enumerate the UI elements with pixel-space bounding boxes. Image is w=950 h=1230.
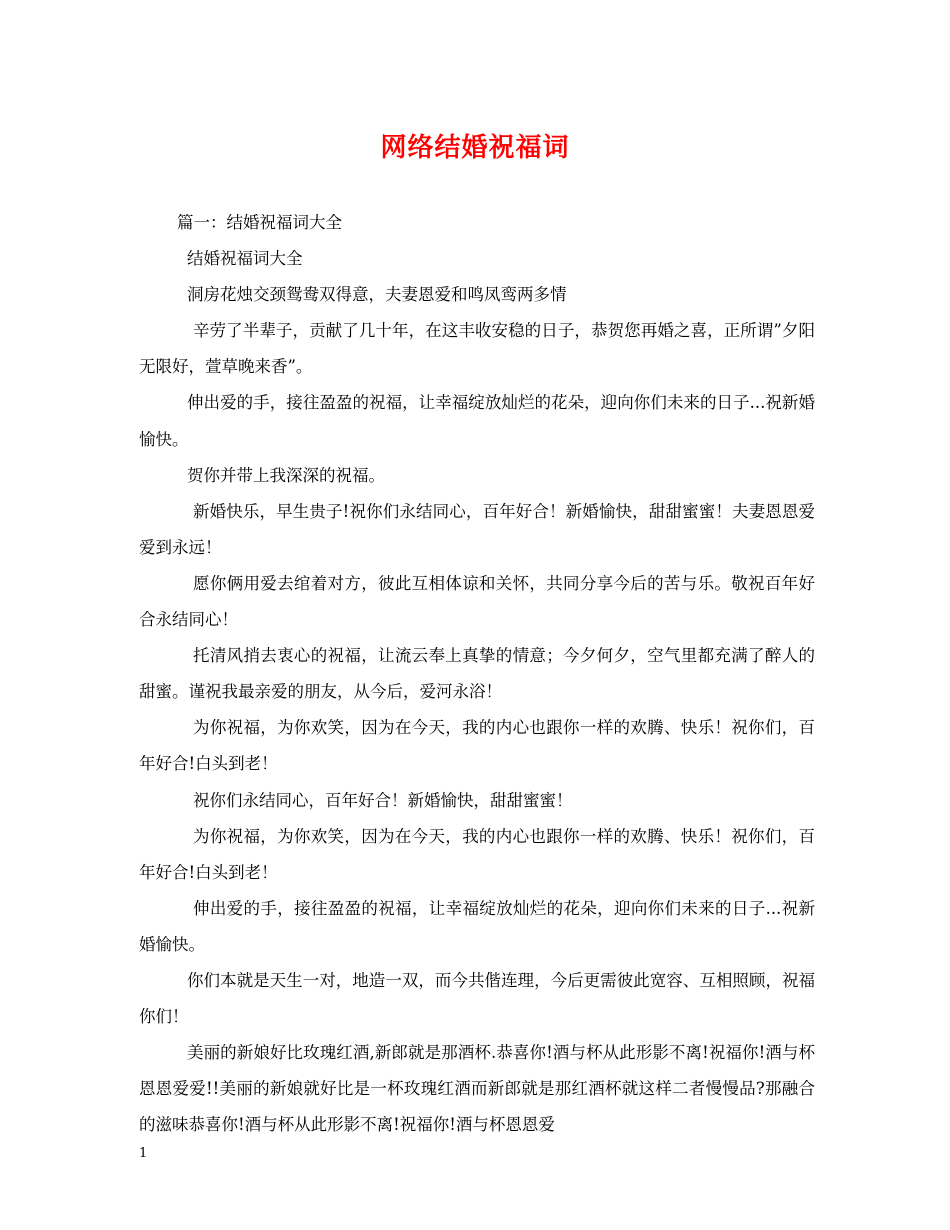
body-paragraph: 愿你俩用爱去绾着对方，彼此互相体谅和关怀，共同分享今后的苦与乐。敬祝百年好合永结同心！ [139, 573, 815, 630]
body-paragraph: 洞房花烛交颈鸳鸯双得意，夫妻恩爱和鸣凤鸾两多情 [187, 285, 567, 305]
page-number: 1 [139, 1146, 148, 1161]
body-paragraph: 篇一：结婚祝福词大全 [177, 213, 342, 232]
document-title: 网络结婚祝福词 [380, 133, 570, 163]
body-paragraph: 结婚祝福词大全 [187, 249, 303, 269]
body-paragraph: 伸出爱的手，接往盈盈的祝福，让幸福绽放灿烂的花朵，迎向你们未来的日子...祝新婚愉快。 [139, 393, 815, 449]
document-body [139, 205, 815, 1143]
body-paragraph: 贺你并带上我深深的祝福。 [187, 465, 385, 485]
body-paragraph: 伸出爱的手，接往盈盈的祝福，让幸福绽放灿烂的花朵，迎向你们未来的日子...祝新婚愉快。 [139, 898, 815, 954]
body-paragraph: 新婚快乐，早生贵子!祝你们永结同心，百年好合！新婚愉快，甜甜蜜蜜！夫妻恩恩爱爱到永远！ [139, 501, 815, 557]
body-paragraph: 美丽的新娘好比玫瑰红酒,新郎就是那酒杯.恭喜你!酒与杯从此形影不离!祝福你!酒与杯恩恩爱爱!!美丽的新娘就好比是一杯玫瑰红酒而新郎就是那红酒杯就这样二者慢慢品?那融合的滋味恭喜你!酒与杯从此形影不离!祝福你!酒与杯恩恩爱 [139, 1043, 815, 1135]
body-paragraph: 辛劳了半辈子，贡献了几十年，在这丰收安稳的日子，恭贺您再婚之喜，正所谓”夕阳无限好，萱草晚来香”。 [139, 321, 815, 377]
body-paragraph: 祝你们永结同心，百年好合！新婚愉快，甜甜蜜蜜！ [193, 790, 573, 810]
body-paragraph: 你们本就是天生一对，地造一双，而今共偕连理，今后更需彼此宽容、互相照顾，祝福你们！ [139, 970, 815, 1027]
body-paragraph: 为你祝福，为你欢笑，因为在今天，我的内心也跟你一样的欢腾、快乐！祝你们，百年好合!白头到老！ [139, 826, 815, 882]
body-paragraph: 托清风捎去衷心的祝福，让流云奉上真挚的情意；今夕何夕，空气里都充满了醉人的甜蜜。谨祝我最亲爱的朋友，从今后，爱河永浴！ [139, 646, 815, 702]
body-paragraph: 为你祝福，为你欢笑，因为在今天，我的内心也跟你一样的欢腾、快乐！祝你们，百年好合!白头到老！ [139, 718, 815, 774]
